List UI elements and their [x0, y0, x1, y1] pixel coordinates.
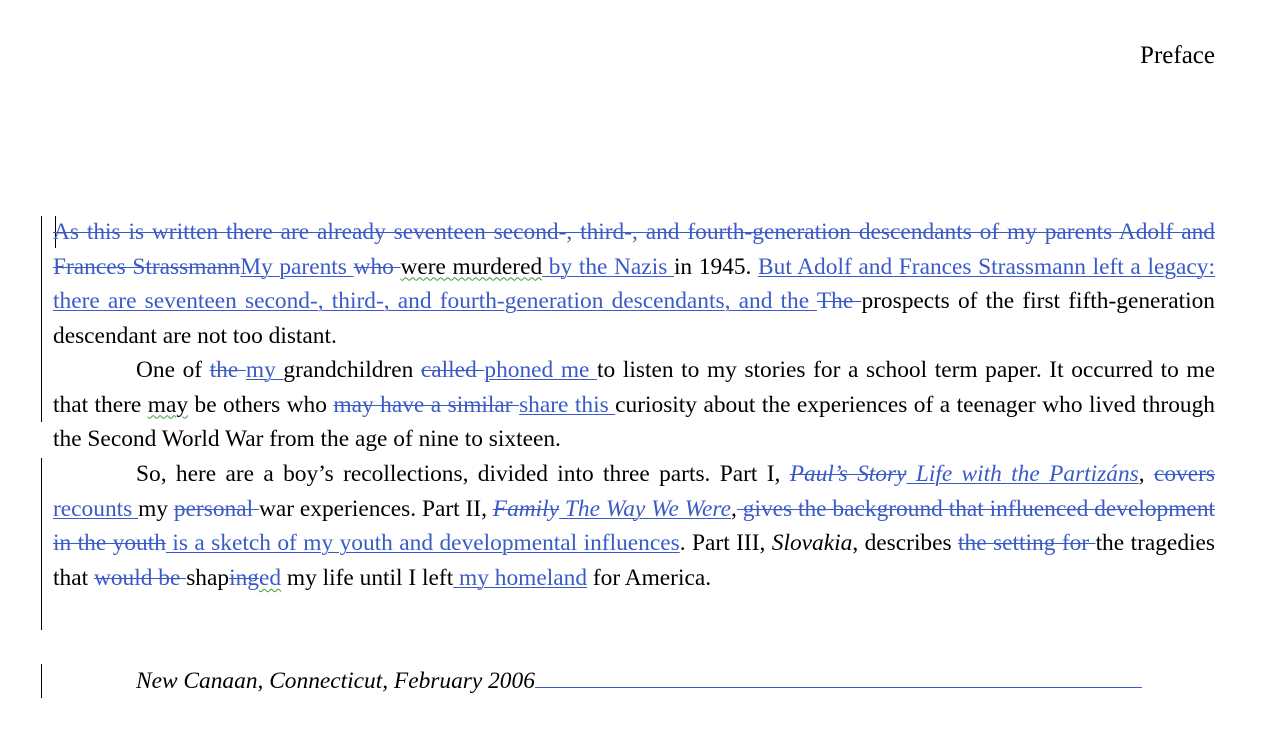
body-text: curiosity about the experiences of a teenager who lived through the Second World War from the age of nine to sixteen. — [53, 391, 1215, 453]
inserted-text: is a sketch of my youth and developmental influences — [165, 530, 680, 557]
deleted-text: Paul’s Story — [789, 461, 907, 487]
change-bar — [41, 216, 42, 422]
signature-place-date: New Canaan, Connecticut, February 2006 — [136, 668, 535, 694]
body-text: So, here are a boy’s recollections, divided into three parts. Part I, — [136, 461, 790, 487]
body-text: prospects of the first fifth-generation descendant are not too distant. — [53, 288, 1215, 349]
deleted-text: would be — [93, 564, 187, 591]
paragraph-2[interactable] — [53, 353, 1215, 457]
body-text: , describes — [852, 530, 959, 557]
body-text: be others who — [188, 391, 334, 418]
inserted-text: recounts — [53, 495, 139, 522]
inserted-text: by the Nazis — [542, 253, 674, 280]
inserted-tab-underline — [535, 687, 1142, 688]
change-bar — [41, 664, 42, 698]
deleted-text: who — [353, 253, 401, 280]
body-text: shap — [186, 564, 230, 591]
paragraph-3[interactable] — [53, 457, 1215, 595]
deleted-text: As this is written there are already seventeen second-, third-, and fourth-generation descendants of my parents Adolf and Frances Strassmann — [53, 219, 1215, 280]
body-text: in 1945. — [673, 253, 759, 280]
deleted-text: gives the background that influenced development in the youth — [53, 495, 1216, 557]
inserted-text: The Way We Were — [559, 495, 732, 522]
inserted-text: share this — [519, 391, 616, 418]
body-text: . Part III, — [679, 530, 772, 557]
body-text: One of — [136, 357, 210, 383]
body-text: my life until I left — [281, 564, 454, 591]
body-text: my — [138, 495, 174, 522]
body-text: , — [731, 495, 737, 522]
inserted-text: phoned me — [484, 357, 598, 383]
deleted-text: Family — [492, 495, 560, 522]
deleted-text: may have a similar — [333, 391, 520, 418]
inserted-text: Life with the Partizáns — [906, 461, 1139, 487]
deleted-text: ing — [229, 564, 259, 591]
deleted-text: covers — [1153, 461, 1215, 487]
deleted-text: the setting for — [958, 530, 1096, 557]
grammar-flag-text: were murdered — [400, 253, 543, 280]
inserted-text: my homeland — [453, 564, 588, 591]
body-text: war experiences. Part II, — [258, 495, 493, 522]
change-bar — [41, 458, 42, 630]
body-text: the tragedies that — [53, 530, 1215, 591]
inserted-text: My parents — [240, 253, 354, 280]
deleted-text: called — [420, 357, 485, 383]
body-text: , — [1138, 461, 1154, 487]
deleted-text: the — [209, 357, 246, 383]
grammar-flag-text: may — [147, 391, 189, 418]
inserted-text: my — [245, 357, 284, 383]
page-heading: Preface — [1140, 42, 1215, 69]
italic-title: Slovakia — [771, 530, 853, 557]
inserted-text: But Adolf and Frances Strassmann left a legacy: there are seventeen second-, third-, and fourth-generation descendants, and the — [53, 253, 1215, 315]
body-text: grandchildren — [283, 357, 421, 383]
deleted-text: personal — [173, 495, 259, 522]
inserted-text: ed — [258, 564, 282, 591]
body-text: for America. — [587, 564, 712, 591]
deleted-text: The — [816, 288, 862, 315]
paragraph-1[interactable] — [53, 215, 1215, 353]
body-text: to listen to my stories for a school term paper. It occurred to me that there — [53, 357, 1215, 418]
signature-line[interactable] — [53, 664, 1215, 699]
